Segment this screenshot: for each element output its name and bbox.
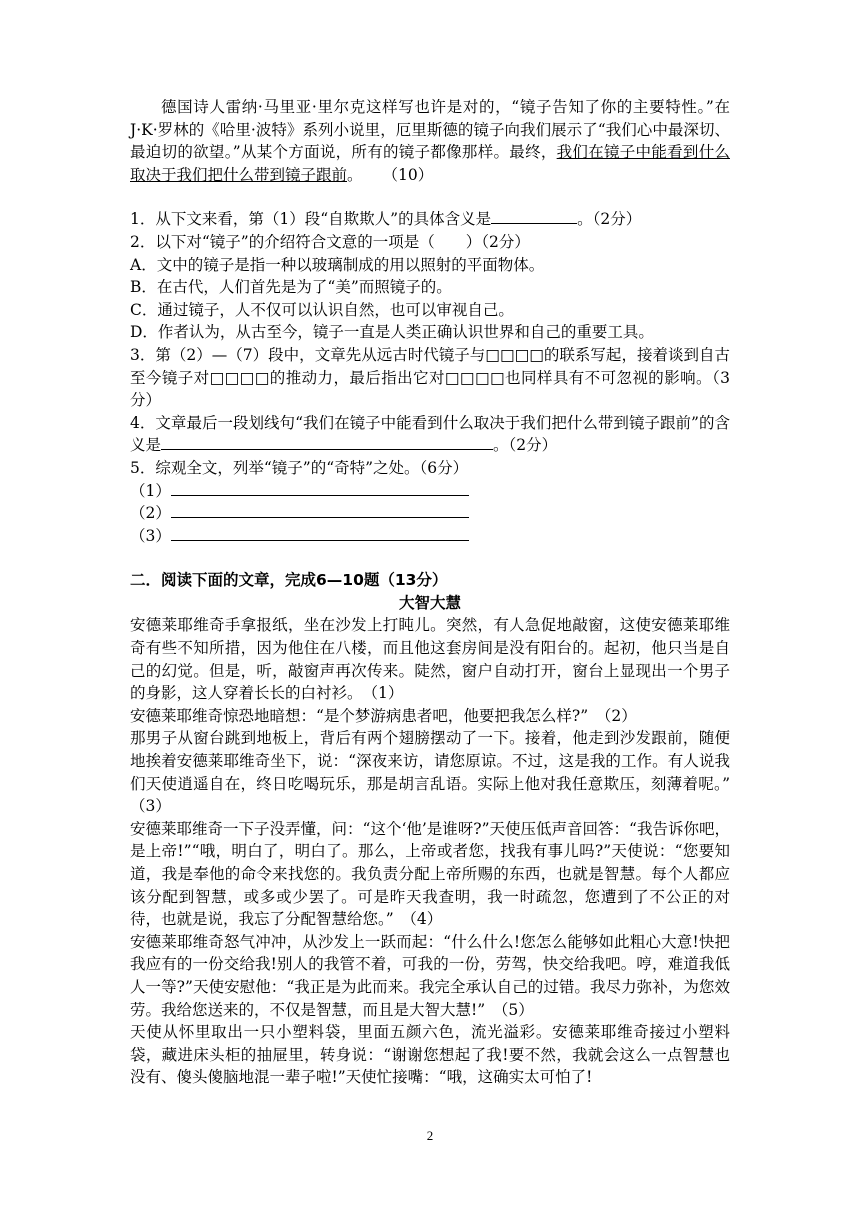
answer-item-3: （3） bbox=[130, 525, 730, 548]
option-c: C．通过镜子，人不仅可以认识自然，也可以审视自己。 bbox=[130, 300, 514, 319]
story-paragraph-2: 安德莱耶维奇惊恐地暗想：“是个梦游病患者吧，他要把我怎么样?” （2） bbox=[130, 706, 637, 725]
option-d: D．作者认为，从古至今，镜子一直是人类正确认识世界和自己的重要工具。 bbox=[130, 323, 654, 342]
answer-blank-5-3[interactable] bbox=[171, 526, 469, 541]
intro-end-punct: 。 bbox=[347, 165, 363, 184]
section-heading: 二．阅读下面的文章，完成6—10题（13分） bbox=[130, 571, 448, 590]
answer-blank-5-1[interactable] bbox=[171, 481, 469, 496]
answer-blank-1[interactable] bbox=[491, 209, 577, 224]
intro-text: 德国诗人雷纳·马里亚·里尔克这样写也许是对的，“镜子告知了你的主要特性。”在J·K·罗林的《哈里·波特》系列小说里，厄里斯德的镜子向我们展示了“我们心中最深切、最迫切的欲望。”从某个方面说，所有的镜子都像那样。最终， bbox=[130, 98, 730, 162]
story-paragraph-3: 那男子从窗台跳到地板上，背后有两个翅膀摆动了一下。接着，他走到沙发跟前，随便地挨着安德莱耶维奇坐下，说：“深夜来访，请您原谅。不过，这是我的工作。有人说我们天使逍遥自在，终日吃喝玩乐，那是胡言乱语。实际上他对我任意欺压，刻薄着呢。” （3） bbox=[130, 729, 746, 816]
story-paragraph-5: 安德莱耶维奇怒气冲冲，从沙发上一跃而起：“什么什么!您怎么能够如此粗心大意!快把我应有的一份交给我!别人的我管不着，可我的一份，劳驾，快交给我吧。哼，难道我低人一等?”天使安慰他：“我正是为此而来。我完全承认自己的过错。我尽力弥补，为您效劳。我给您送来的，不仅是智慧，而且是大智大慧!” （5） bbox=[130, 932, 730, 1019]
question-4: 4．文章最后一段划线句“我们在镜子中能看到什么取决于我们把什么带到镜子跟前”的含义是 。（2分） bbox=[130, 413, 730, 455]
story-paragraph-1: 安德莱耶维奇手拿报纸，坐在沙发上打盹儿。突然，有人急促地敲窗，这使安德莱耶维奇有些不知所措，因为他住在八楼，而且他这套房间是没有阳台的。起初，他只当是自己的幻觉。但是，听，敲窗声再次传来。陡然，窗户自动打开，窗台上显现出一个男子的身影，这人穿着长长的白衬衫。 （1） bbox=[130, 616, 730, 703]
story-title: 大智大慧 bbox=[398, 593, 461, 612]
question-2: 2．以下对“镜子”的介绍符合文意的一项是（ ）（2分） bbox=[130, 232, 530, 251]
answer-blank-5-2[interactable] bbox=[171, 503, 469, 518]
option-a: A．文中的镜子是指一种以玻璃制成的用以照射的平面物体。 bbox=[130, 255, 545, 274]
answer-item-1: （1） bbox=[130, 480, 730, 503]
intro-paragraph bbox=[130, 96, 730, 186]
underlined-sentence: 我们在镜子中能看到什么取决于我们把什么带到镜子跟前 bbox=[130, 143, 730, 184]
story-paragraph-6: 天使从怀里取出一只小塑料袋，里面五颜六色，流光溢彩。安德莱耶维奇接过小塑料袋，藏进床头柜的抽屉里，转身说：“谢谢您想起了我!要不然，我就会这么一点智慧也没有、傻头傻脑地混一辈子啦!”天使忙接嘴：“哦，这确实太可怕了! bbox=[130, 1023, 730, 1087]
answer-item-2: （2） bbox=[130, 502, 730, 525]
answer-blank-4[interactable] bbox=[161, 435, 493, 450]
paragraph-marker: （10） bbox=[382, 165, 434, 184]
story-paragraph-4: 安德莱耶维奇一下子没弄懂，问：“这个‘他’是谁呀?”天使压低声音回答：“我告诉你吧，是上帝!”“哦，明白了，明白了。那么，上帝或者您，找我有事儿吗?”天使说：“您要知道，我是奉他的命令来找您的。我负责分配上帝所赐的东西，也就是智慧。每个人都应该分配到智慧，或多或少罢了。可是昨天我查明，我一时疏忽，您遭到了不公正的对待，也就是说，我忘了分配智慧给您。” （4） bbox=[130, 819, 730, 929]
option-b: B．在古代，人们首先是为了“美”而照镜子的。 bbox=[130, 278, 452, 297]
question-3: 3．第（2）—（7）段中，文章先从远古时代镜子与□□□□的联系写起，接着谈到自古至今镜子对□□□□的推动力，最后指出它对□□□□也同样具有不可忽视的影响。（3分） bbox=[130, 345, 730, 410]
question-1: 1．从下文来看，第（1）段“自欺欺人”的具体含义是 。（2分） bbox=[130, 210, 642, 229]
page-number: 2 bbox=[426, 1128, 434, 1143]
page-content bbox=[130, 96, 746, 1089]
question-5: 5．综观全文，列举“镜子”的“奇特”之处。（6分） bbox=[130, 458, 469, 477]
